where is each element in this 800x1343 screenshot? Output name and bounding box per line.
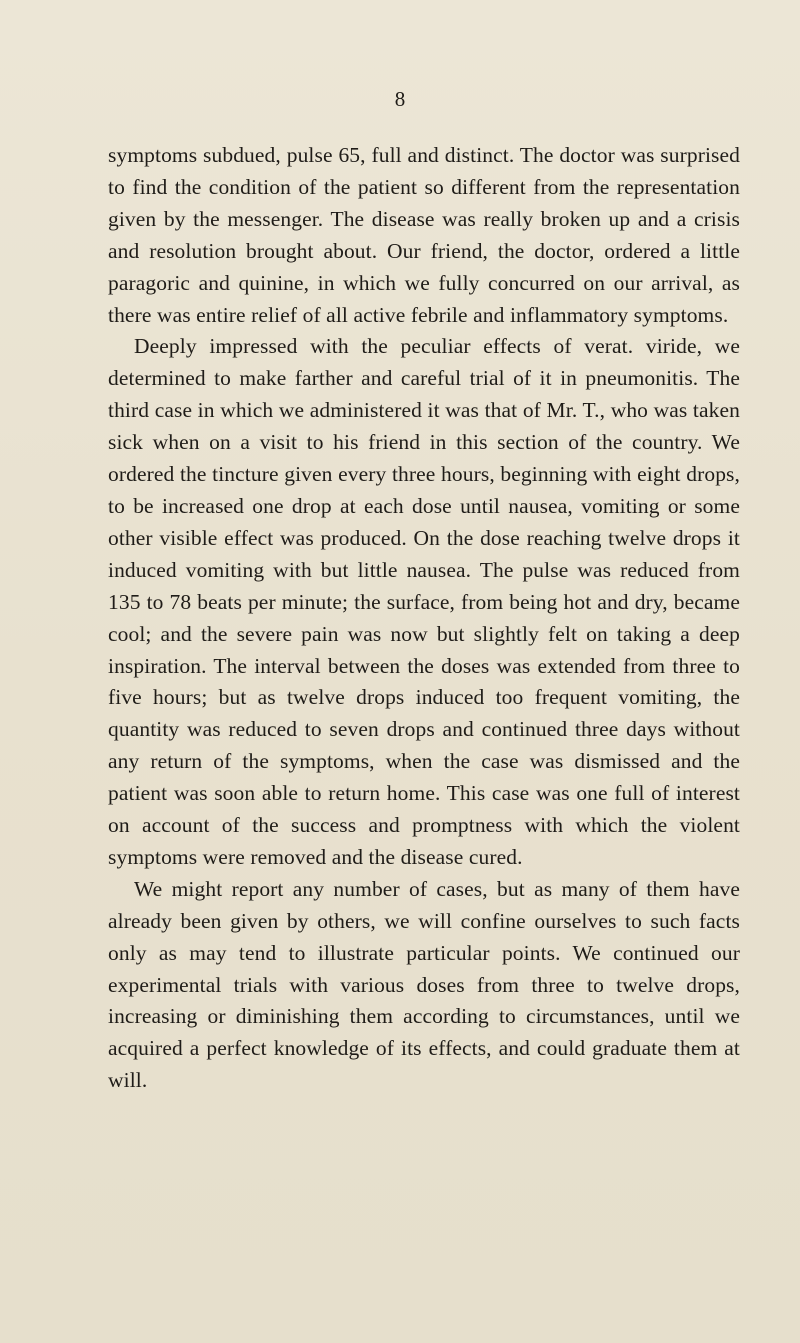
paragraph-continuation: symptoms subdued, pulse 65, full and distinct. The doctor was surprised to find the condition of the patient so different from the representation given by the messenger. The disease was really broken up and a crisis and resolution brought about. Our friend, the doctor, ordered a little paragoric and quinine, in which we fully concurred on our arrival, as there was entire relief of all active febrile and inflammatory symptoms. (108, 143, 740, 327)
paragraph-experimental-trials: We might report any number of cases, but as many of them have already been given by others, we will confine ourselves to such facts only as may tend to illustrate particular points. We continued our experimental trials with various doses from three to twelve drops, increasing or diminishing them according to circumstances, until we acquired a perfect knowledge of its effects, and could graduate them at will. (108, 876, 740, 1093)
body-text (108, 140, 740, 1097)
paragraph-third-case: Deeply impressed with the peculiar effects of verat. viride, we determined to make farther and careful trial of it in pneumonitis. The third case in which we administered it was that of Mr. T., who was taken sick when on a visit to his friend in this section of the country. We ordered the tincture given every three hours, beginning with eight drops, to be increased one drop at each dose until nausea, vomiting or some other visible effect was produced. On the dose reaching twelve drops it induced vomiting with but little nausea. The pulse was reduced from 135 to 78 beats per minute; the surface, from being hot and dry, became cool; and the severe pain was now but slightly felt on taking a deep inspiration. The interval between the doses was extended from three to five hours; but as twelve drops induced too frequent vomiting, the quantity was reduced to seven drops and continued three days without any return of the symptoms, when the case was dismissed and the patient was soon able to return home. This case was one full of interest on account of the success and promptness with which the violent symptoms were removed and the disease cured. (108, 334, 740, 869)
page-number: 8 (394, 87, 406, 111)
